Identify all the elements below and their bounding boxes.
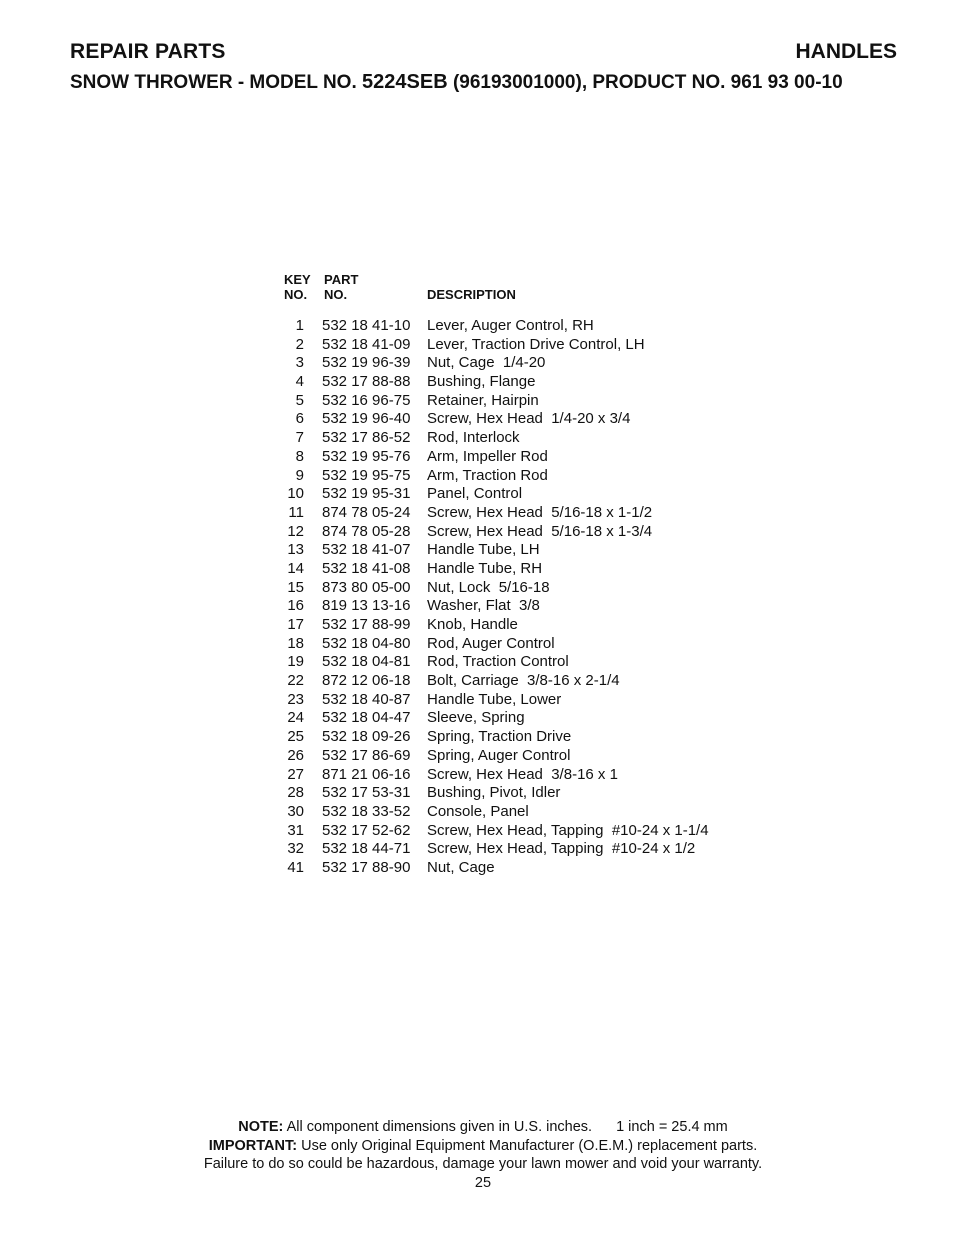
key-header-line2: NO.	[284, 287, 308, 302]
key-no: 3	[295, 354, 304, 372]
part-header-line1: PART	[324, 272, 359, 287]
footer-important	[0, 1137, 954, 1156]
footer	[0, 1118, 954, 1193]
key-no: 5	[295, 391, 304, 409]
footer-warning: Failure to do so could be hazardous, damage your lawn mower and void your warranty.	[203, 1156, 763, 1173]
important-text: Use only Original Equipment Manufacturer (O.E.M.) replacement parts.	[301, 1137, 758, 1154]
key-no: 1	[295, 317, 304, 334]
subtitle-prefix: SNOW THROWER - MODEL NO.	[70, 72, 357, 93]
description: Arm, Traction Rod	[427, 466, 548, 484]
key-no: 17	[287, 616, 304, 633]
part-no: 532 17 88-90	[322, 858, 411, 876]
section-title: REPAIR PARTS	[70, 40, 226, 63]
description: Console, Panel	[427, 802, 529, 820]
description: Panel, Control	[427, 485, 523, 503]
description: Screw, Hex Head 1/4-20 x 3/4	[427, 410, 631, 428]
description: Screw, Hex Head 3/8-16 x 1	[427, 765, 618, 783]
note-label: NOTE:	[238, 1119, 284, 1135]
part-no: 871 21 06-16	[322, 765, 411, 783]
key-header-line1: KEY	[284, 272, 311, 287]
part-no-header	[324, 272, 384, 302]
key-no: 10	[287, 485, 304, 503]
description: Handle Tube, Lower	[427, 690, 562, 708]
key-no: 14	[287, 559, 304, 577]
part-no: 532 19 95-75	[322, 466, 411, 484]
key-no: 13	[287, 541, 304, 559]
key-no: 4	[295, 373, 304, 391]
description: Lever, Auger Control, RH	[427, 317, 594, 334]
part-no: 532 17 53-31	[322, 784, 411, 802]
key-no: 22	[287, 672, 304, 690]
description: Lever, Traction Drive Control, LH	[427, 335, 645, 353]
key-no: 32	[287, 840, 304, 858]
part-no: 874 78 05-24	[322, 503, 411, 521]
model-subtitle	[70, 71, 900, 94]
subtitle-suffix: (96193001000), PRODUCT NO. 961 93 00-10	[452, 72, 843, 93]
part-no: 873 80 05-00	[322, 578, 411, 596]
description: Spring, Traction Drive	[427, 728, 572, 746]
part-no: 532 16 96-75	[322, 391, 411, 409]
key-no: 12	[287, 522, 304, 540]
part-no: 532 18 41-09	[322, 335, 411, 353]
description: Screw, Hex Head 5/16-18 x 1-1/2	[427, 503, 653, 521]
part-no: 532 19 95-31	[322, 485, 411, 503]
part-no: 874 78 05-28	[322, 522, 411, 540]
description: Bushing, Flange	[427, 373, 536, 391]
description: Arm, Impeller Rod	[427, 447, 548, 465]
part-no: 532 17 88-88	[322, 373, 411, 391]
key-no: 31	[287, 821, 304, 839]
key-no: 18	[287, 634, 304, 652]
part-no: 532 18 33-52	[322, 802, 411, 820]
description: Bolt, Carriage 3/8-16 x 2-1/4	[427, 672, 620, 690]
page-title: HANDLES	[795, 40, 897, 63]
description: Handle Tube, RH	[427, 559, 543, 577]
description: Screw, Hex Head, Tapping #10-24 x 1/2	[427, 840, 696, 858]
part-no: 532 17 52-62	[322, 821, 411, 839]
description: Screw, Hex Head 5/16-18 x 1-3/4	[427, 522, 653, 540]
description: Knob, Handle	[427, 616, 518, 633]
description: Handle Tube, LH	[427, 541, 540, 559]
part-no: 532 19 96-40	[322, 410, 411, 428]
part-no: 532 18 41-10	[322, 317, 411, 334]
key-no: 8	[295, 447, 304, 465]
page-number: 25	[474, 1175, 492, 1192]
key-no: 6	[295, 410, 304, 428]
description: Nut, Lock 5/16-18	[427, 578, 550, 596]
key-no: 19	[287, 653, 304, 671]
key-no: 9	[295, 466, 304, 484]
part-no: 532 19 95-76	[322, 447, 411, 465]
note-text: All component dimensions given in U.S. inches.	[286, 1119, 593, 1135]
key-no: 7	[295, 429, 304, 447]
part-no: 532 18 41-07	[322, 541, 411, 559]
part-no: 819 13 13-16	[322, 597, 411, 615]
part-header-line2: NO.	[324, 287, 348, 302]
key-no: 23	[287, 690, 304, 708]
part-no: 532 19 96-39	[322, 354, 411, 372]
part-no: 532 17 86-69	[322, 746, 411, 764]
key-no: 25	[287, 728, 304, 746]
key-no: 2	[295, 335, 304, 353]
conversion-text: 1 inch = 25.4 mm	[616, 1119, 728, 1135]
key-no: 15	[287, 578, 304, 596]
description: Screw, Hex Head, Tapping #10-24 x 1-1/4	[427, 821, 709, 839]
key-no-header	[284, 272, 320, 302]
part-no: 532 18 04-81	[322, 653, 411, 671]
part-no: 532 18 04-80	[322, 634, 411, 652]
description: Nut, Cage	[427, 858, 495, 876]
key-no: 28	[287, 784, 304, 802]
description: Rod, Auger Control	[427, 634, 555, 652]
key-no: 41	[287, 858, 304, 876]
part-no: 532 18 41-08	[322, 559, 411, 577]
description: Rod, Traction Control	[427, 653, 569, 671]
part-no: 872 12 06-18	[322, 672, 411, 690]
footer-note	[0, 1118, 954, 1137]
key-no: 24	[287, 709, 304, 727]
description: Rod, Interlock	[427, 429, 520, 447]
important-label: IMPORTANT:	[208, 1137, 298, 1154]
part-no: 532 18 09-26	[322, 728, 411, 746]
key-no: 27	[287, 765, 304, 783]
part-no: 532 17 88-99	[322, 616, 411, 633]
key-no: 11	[288, 503, 304, 521]
description: Sleeve, Spring	[427, 709, 525, 727]
description: Washer, Flat 3/8	[427, 597, 540, 615]
part-no: 532 18 40-87	[322, 690, 411, 708]
part-no: 532 17 86-52	[322, 429, 411, 447]
description-header: DESCRIPTION	[427, 287, 516, 302]
description: Bushing, Pivot, Idler	[427, 784, 561, 802]
description: Spring, Auger Control	[427, 746, 571, 764]
part-no: 532 18 44-71	[322, 840, 411, 858]
key-no: 26	[287, 746, 304, 764]
description: Nut, Cage 1/4-20	[427, 354, 546, 372]
description: Retainer, Hairpin	[427, 391, 539, 409]
model-number: 5224SEB	[362, 71, 448, 93]
key-no: 16	[287, 597, 304, 615]
part-no: 532 18 04-47	[322, 709, 411, 727]
key-no: 30	[287, 802, 304, 820]
